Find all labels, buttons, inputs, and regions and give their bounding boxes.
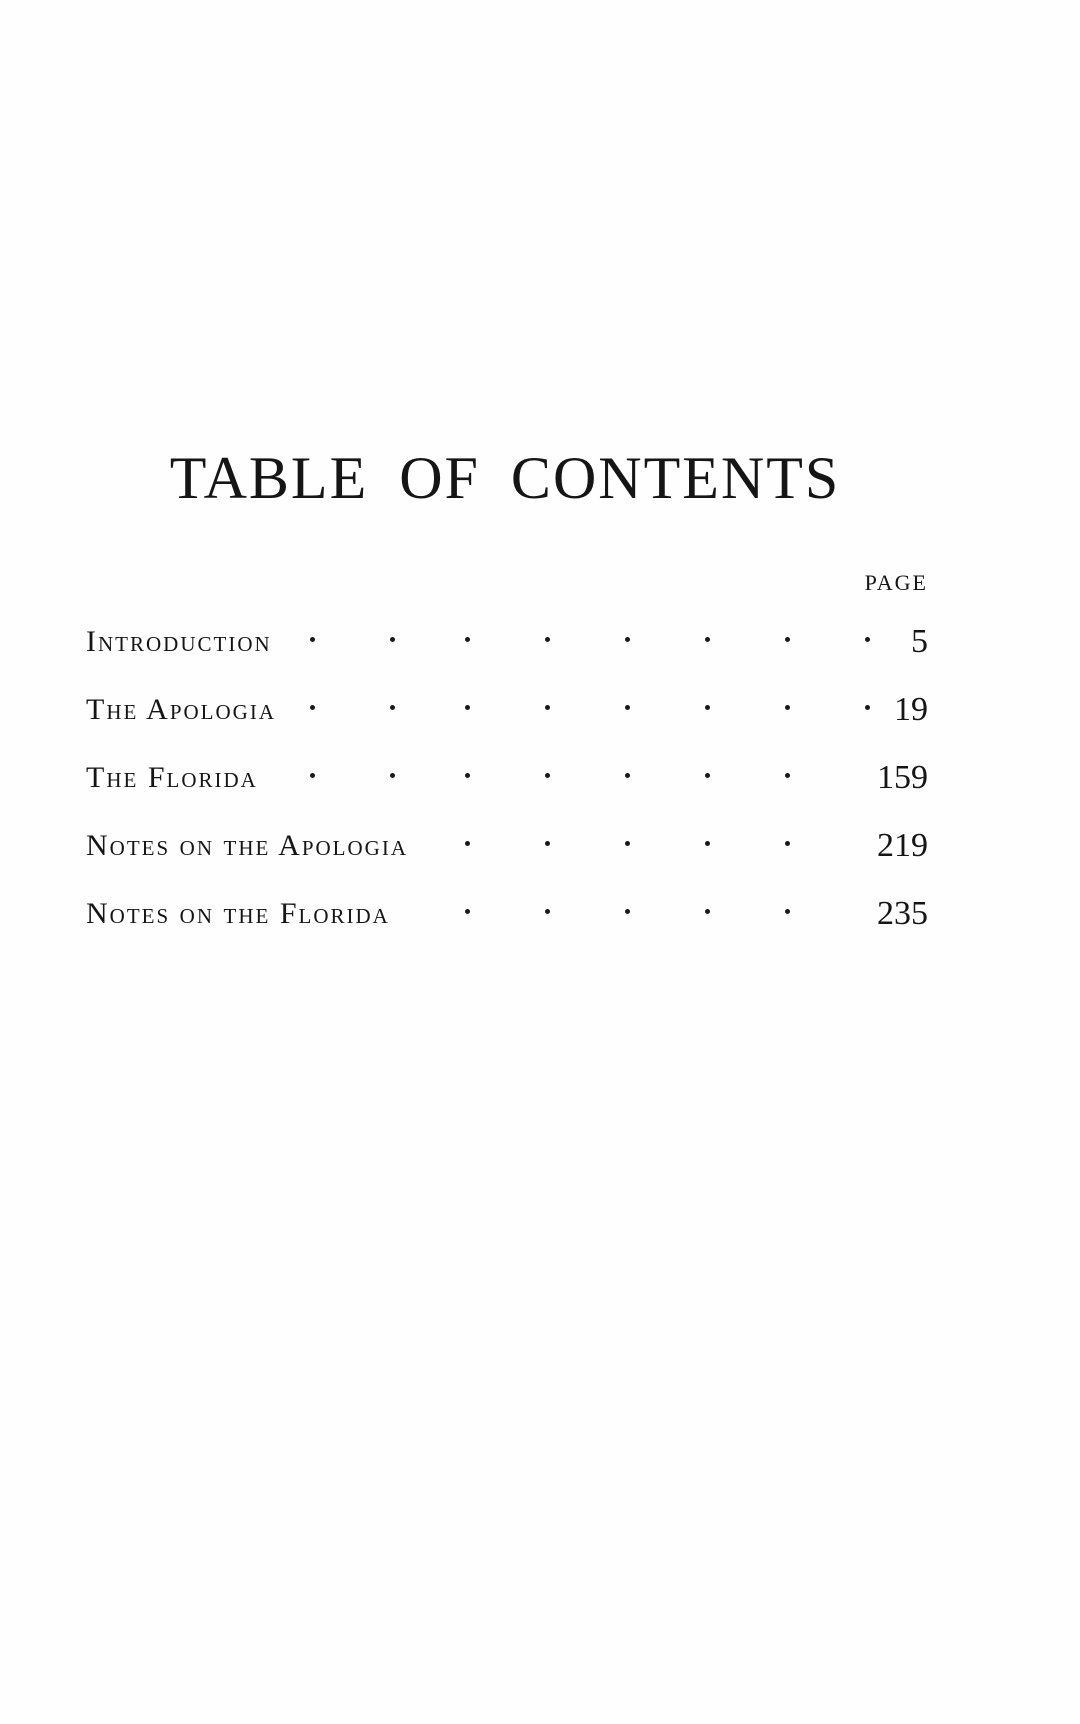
leader-dot xyxy=(625,773,630,778)
toc-entry-title: Notes on the Florida xyxy=(86,897,390,930)
leader-dot xyxy=(390,705,395,710)
page-title: TABLE OF CONTENTS xyxy=(169,445,841,511)
toc-entry-notes-florida xyxy=(86,880,928,948)
toc-entry-page: 19 xyxy=(894,691,928,728)
toc-entry-title: The Florida xyxy=(86,761,258,794)
leader-dot xyxy=(785,841,790,846)
toc-entry-introduction xyxy=(86,608,928,676)
leader-dot xyxy=(785,705,790,710)
leader-dot xyxy=(625,909,630,914)
leader-dot xyxy=(545,909,550,914)
dot-leader xyxy=(412,909,859,919)
leader-dot xyxy=(465,637,470,642)
toc-entry-apologia xyxy=(86,676,928,744)
dot-leader xyxy=(280,773,859,783)
leader-dot xyxy=(705,909,710,914)
leader-dot xyxy=(390,637,395,642)
leader-dot xyxy=(310,637,315,642)
leader-dot xyxy=(545,637,550,642)
toc-entry-title: Introduction xyxy=(86,625,272,658)
leader-dot xyxy=(465,909,470,914)
leader-dot xyxy=(865,637,870,642)
leader-dot xyxy=(465,705,470,710)
leader-dot xyxy=(545,705,550,710)
leader-dot xyxy=(310,773,315,778)
leader-dot xyxy=(545,773,550,778)
leader-dot xyxy=(465,841,470,846)
page-column-label: PAGE xyxy=(864,570,928,595)
toc-entry-page: 235 xyxy=(877,895,928,932)
toc-entry-title: Notes on the Apologia xyxy=(86,829,408,862)
leader-dot xyxy=(705,773,710,778)
leader-dot xyxy=(625,637,630,642)
leader-dot xyxy=(390,773,395,778)
leader-dot xyxy=(625,705,630,710)
leader-dot xyxy=(705,637,710,642)
table-of-contents xyxy=(86,608,928,948)
leader-dot xyxy=(785,637,790,642)
toc-entry-page: 5 xyxy=(911,623,928,660)
toc-entry-title: The Apologia xyxy=(86,693,276,726)
leader-dot xyxy=(865,705,870,710)
dot-leader xyxy=(294,637,880,647)
leader-dot xyxy=(705,705,710,710)
leader-dot xyxy=(310,705,315,710)
leader-dot xyxy=(545,841,550,846)
leader-dot xyxy=(625,841,630,846)
leader-dot xyxy=(785,909,790,914)
dot-leader xyxy=(430,841,859,851)
toc-entry-notes-apologia xyxy=(86,812,928,880)
leader-dot xyxy=(705,841,710,846)
leader-dot xyxy=(465,773,470,778)
toc-entry-florida xyxy=(86,744,928,812)
dot-leader xyxy=(298,705,876,715)
toc-entry-page: 219 xyxy=(877,827,928,864)
leader-dot xyxy=(785,773,790,778)
toc-entry-page: 159 xyxy=(877,759,928,796)
